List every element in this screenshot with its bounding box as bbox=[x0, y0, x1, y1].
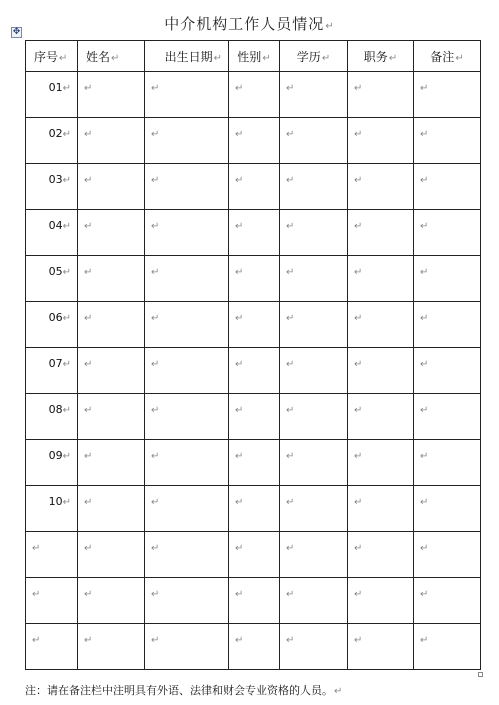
paragraph-mark-icon: ↵ bbox=[62, 497, 71, 508]
table-cell[interactable] bbox=[78, 348, 145, 394]
paragraph-mark-icon: ↵ bbox=[32, 589, 41, 600]
paragraph-mark-icon: ↵ bbox=[420, 267, 429, 278]
table-cell[interactable] bbox=[348, 440, 414, 486]
table-cell[interactable] bbox=[414, 578, 481, 624]
table-cell[interactable] bbox=[145, 210, 229, 256]
table-row bbox=[26, 394, 481, 440]
table-cell[interactable] bbox=[229, 72, 280, 118]
paragraph-mark-icon: ↵ bbox=[84, 267, 93, 278]
paragraph-mark-icon: ↵ bbox=[354, 635, 363, 646]
paragraph-mark-icon: ↵ bbox=[286, 635, 295, 646]
paragraph-mark-icon: ↵ bbox=[354, 589, 363, 600]
paragraph-mark-icon: ↵ bbox=[420, 359, 429, 370]
paragraph-mark-icon: ↵ bbox=[151, 359, 160, 370]
paragraph-mark-icon: ↵ bbox=[84, 359, 93, 370]
paragraph-mark-icon: ↵ bbox=[354, 175, 363, 186]
table-cell[interactable] bbox=[414, 164, 481, 210]
paragraph-mark-icon: ↵ bbox=[286, 405, 295, 416]
table-row bbox=[26, 578, 481, 624]
cell-seq[interactable]: 02↵ bbox=[26, 118, 78, 164]
paragraph-mark-icon: ↵ bbox=[354, 405, 363, 416]
paragraph-mark-icon: ↵ bbox=[84, 129, 93, 140]
table-cell[interactable] bbox=[229, 532, 280, 578]
table-cell[interactable] bbox=[280, 578, 348, 624]
paragraph-mark-icon: ↵ bbox=[62, 451, 71, 462]
table-cell[interactable] bbox=[229, 440, 280, 486]
paragraph-mark-icon: ↵ bbox=[235, 83, 244, 94]
table-cell[interactable] bbox=[414, 394, 481, 440]
table-cell[interactable] bbox=[145, 348, 229, 394]
paragraph-mark-icon: ↵ bbox=[151, 313, 160, 324]
paragraph-mark-icon: ↵ bbox=[286, 543, 295, 554]
table-cell[interactable] bbox=[280, 118, 348, 164]
paragraph-mark-icon: ↵ bbox=[235, 267, 244, 278]
paragraph-mark-icon: ↵ bbox=[334, 686, 343, 697]
table-resize-handle[interactable] bbox=[478, 672, 483, 677]
paragraph-mark-icon: ↵ bbox=[84, 451, 93, 462]
paragraph-mark-icon: ↵ bbox=[420, 451, 429, 462]
paragraph-mark-icon: ↵ bbox=[62, 175, 71, 186]
cell-seq[interactable] bbox=[26, 532, 78, 578]
table-cell[interactable] bbox=[145, 256, 229, 302]
header-seq: 序号↵ bbox=[26, 41, 78, 72]
table-cell[interactable] bbox=[414, 72, 481, 118]
table-cell[interactable] bbox=[145, 394, 229, 440]
header-name: 姓名↵ bbox=[78, 41, 145, 72]
paragraph-mark-icon: ↵ bbox=[325, 21, 335, 32]
paragraph-mark-icon: ↵ bbox=[151, 175, 160, 186]
table-row bbox=[26, 72, 481, 118]
paragraph-mark-icon: ↵ bbox=[151, 129, 160, 140]
paragraph-mark-icon: ↵ bbox=[420, 129, 429, 140]
table-cell[interactable] bbox=[414, 256, 481, 302]
table-cell[interactable] bbox=[229, 302, 280, 348]
table-row bbox=[26, 624, 481, 670]
table-cell[interactable] bbox=[348, 118, 414, 164]
table-row bbox=[26, 486, 481, 532]
table-cell[interactable] bbox=[145, 624, 229, 670]
table-cell[interactable] bbox=[145, 578, 229, 624]
table-row bbox=[26, 440, 481, 486]
table-cell[interactable] bbox=[229, 164, 280, 210]
table-cell[interactable] bbox=[414, 348, 481, 394]
paragraph-mark-icon: ↵ bbox=[420, 313, 429, 324]
table-cell[interactable] bbox=[145, 164, 229, 210]
header-remark: 备注↵ bbox=[414, 41, 481, 72]
paragraph-mark-icon: ↵ bbox=[235, 543, 244, 554]
staff-table bbox=[25, 40, 481, 670]
paragraph-mark-icon: ↵ bbox=[235, 313, 244, 324]
table-cell[interactable] bbox=[280, 210, 348, 256]
paragraph-mark-icon: ↵ bbox=[354, 359, 363, 370]
table-cell[interactable] bbox=[348, 394, 414, 440]
table-cell[interactable] bbox=[78, 302, 145, 348]
table-cell[interactable] bbox=[145, 302, 229, 348]
paragraph-mark-icon: ↵ bbox=[235, 451, 244, 462]
paragraph-mark-icon: ↵ bbox=[354, 83, 363, 94]
paragraph-mark-icon: ↵ bbox=[84, 497, 93, 508]
paragraph-mark-icon: ↵ bbox=[286, 129, 295, 140]
table-cell[interactable] bbox=[348, 348, 414, 394]
paragraph-mark-icon: ↵ bbox=[84, 221, 93, 232]
paragraph-mark-icon: ↵ bbox=[286, 175, 295, 186]
header-position: 职务↵ bbox=[348, 41, 414, 72]
paragraph-mark-icon: ↵ bbox=[286, 497, 295, 508]
table-cell[interactable] bbox=[145, 72, 229, 118]
paragraph-mark-icon: ↵ bbox=[354, 451, 363, 462]
table-cell[interactable] bbox=[348, 302, 414, 348]
cell-seq[interactable] bbox=[26, 624, 78, 670]
table-header-row bbox=[26, 41, 481, 72]
table-cell[interactable] bbox=[229, 486, 280, 532]
paragraph-mark-icon: ↵ bbox=[84, 175, 93, 186]
table-cell[interactable] bbox=[348, 532, 414, 578]
paragraph-mark-icon: ↵ bbox=[354, 543, 363, 554]
table-cell[interactable] bbox=[78, 256, 145, 302]
paragraph-mark-icon: ↵ bbox=[62, 359, 71, 370]
document-title bbox=[0, 13, 499, 34]
paragraph-mark-icon: ↵ bbox=[235, 129, 244, 140]
table-cell[interactable] bbox=[145, 118, 229, 164]
header-gender: 性别↵ bbox=[229, 41, 280, 72]
paragraph-mark-icon: ↵ bbox=[151, 635, 160, 646]
table-cell[interactable] bbox=[348, 486, 414, 532]
table-cell[interactable] bbox=[348, 256, 414, 302]
cell-seq[interactable]: 06↵ bbox=[26, 302, 78, 348]
table-cell[interactable] bbox=[280, 486, 348, 532]
paragraph-mark-icon: ↵ bbox=[62, 221, 71, 232]
paragraph-mark-icon: ↵ bbox=[84, 83, 93, 94]
table-cell[interactable] bbox=[414, 624, 481, 670]
table-cell[interactable] bbox=[348, 210, 414, 256]
paragraph-mark-icon: ↵ bbox=[84, 405, 93, 416]
paragraph-mark-icon: ↵ bbox=[151, 543, 160, 554]
paragraph-mark-icon: ↵ bbox=[235, 497, 244, 508]
table-cell[interactable] bbox=[280, 302, 348, 348]
table-cell[interactable] bbox=[229, 256, 280, 302]
table-cell[interactable] bbox=[348, 72, 414, 118]
paragraph-mark-icon: ↵ bbox=[62, 129, 71, 140]
table-body bbox=[26, 72, 481, 670]
paragraph-mark-icon: ↵ bbox=[420, 497, 429, 508]
paragraph-mark-icon: ↵ bbox=[420, 175, 429, 186]
paragraph-mark-icon: ↵ bbox=[32, 635, 41, 646]
paragraph-mark-icon: ↵ bbox=[286, 83, 295, 94]
paragraph-mark-icon: ↵ bbox=[235, 405, 244, 416]
paragraph-mark-icon: ↵ bbox=[420, 405, 429, 416]
table-cell[interactable] bbox=[145, 532, 229, 578]
paragraph-mark-icon: ↵ bbox=[151, 451, 160, 462]
cell-seq[interactable]: 05↵ bbox=[26, 256, 78, 302]
paragraph-mark-icon: ↵ bbox=[420, 635, 429, 646]
table-cell[interactable] bbox=[229, 118, 280, 164]
cell-seq[interactable]: 07↵ bbox=[26, 348, 78, 394]
paragraph-mark-icon: ↵ bbox=[354, 267, 363, 278]
table-cell[interactable] bbox=[78, 394, 145, 440]
table-cell[interactable] bbox=[348, 624, 414, 670]
footnote: 注：请在备注栏中注明具有外语、法律和财会专业资格的人员。↵ bbox=[25, 684, 343, 697]
table-cell[interactable] bbox=[414, 210, 481, 256]
table-cell[interactable] bbox=[414, 532, 481, 578]
paragraph-mark-icon: ↵ bbox=[420, 83, 429, 94]
table-cell[interactable] bbox=[348, 164, 414, 210]
table-row bbox=[26, 210, 481, 256]
paragraph-mark-icon: ↵ bbox=[151, 267, 160, 278]
table-cell[interactable] bbox=[229, 578, 280, 624]
table-cell[interactable] bbox=[145, 486, 229, 532]
table-cell[interactable] bbox=[280, 532, 348, 578]
table-row bbox=[26, 164, 481, 210]
paragraph-mark-icon: ↵ bbox=[286, 451, 295, 462]
paragraph-mark-icon: ↵ bbox=[151, 221, 160, 232]
header-birth: 出生日期↵ bbox=[145, 41, 229, 72]
paragraph-mark-icon: ↵ bbox=[151, 589, 160, 600]
paragraph-mark-icon: ↵ bbox=[354, 129, 363, 140]
table-cell[interactable] bbox=[78, 440, 145, 486]
table-cell[interactable] bbox=[78, 210, 145, 256]
paragraph-mark-icon: ↵ bbox=[354, 497, 363, 508]
cell-seq[interactable]: 01↵ bbox=[26, 72, 78, 118]
paragraph-mark-icon: ↵ bbox=[420, 221, 429, 232]
table-cell[interactable] bbox=[280, 256, 348, 302]
table-cell[interactable] bbox=[78, 72, 145, 118]
table-row bbox=[26, 348, 481, 394]
table-cell[interactable] bbox=[78, 532, 145, 578]
table-row bbox=[26, 118, 481, 164]
paragraph-mark-icon: ↵ bbox=[151, 405, 160, 416]
paragraph-mark-icon: ↵ bbox=[286, 313, 295, 324]
paragraph-mark-icon: ↵ bbox=[286, 589, 295, 600]
table-cell[interactable] bbox=[280, 394, 348, 440]
paragraph-mark-icon: ↵ bbox=[235, 635, 244, 646]
table-cell[interactable] bbox=[414, 118, 481, 164]
paragraph-mark-icon: ↵ bbox=[354, 313, 363, 324]
paragraph-mark-icon: ↵ bbox=[286, 359, 295, 370]
paragraph-mark-icon: ↵ bbox=[286, 267, 295, 278]
table-cell[interactable] bbox=[414, 302, 481, 348]
cell-seq[interactable]: 10↵ bbox=[26, 486, 78, 532]
paragraph-mark-icon: ↵ bbox=[62, 313, 71, 324]
paragraph-mark-icon: ↵ bbox=[235, 589, 244, 600]
table-cell[interactable] bbox=[78, 486, 145, 532]
paragraph-mark-icon: ↵ bbox=[235, 221, 244, 232]
paragraph-mark-icon: ↵ bbox=[286, 221, 295, 232]
table-cell[interactable] bbox=[229, 394, 280, 440]
table-cell[interactable] bbox=[229, 624, 280, 670]
table-cell[interactable] bbox=[78, 624, 145, 670]
table-cell[interactable] bbox=[414, 486, 481, 532]
table-cell[interactable] bbox=[280, 72, 348, 118]
table-row bbox=[26, 256, 481, 302]
paragraph-mark-icon: ↵ bbox=[151, 83, 160, 94]
table-row bbox=[26, 302, 481, 348]
paragraph-mark-icon: ↵ bbox=[84, 589, 93, 600]
cell-seq[interactable]: 08↵ bbox=[26, 394, 78, 440]
paragraph-mark-icon: ↵ bbox=[84, 543, 93, 554]
table-cell[interactable] bbox=[229, 210, 280, 256]
cell-seq[interactable]: 09↵ bbox=[26, 440, 78, 486]
table-cell[interactable] bbox=[78, 578, 145, 624]
table-move-handle-icon[interactable]: ✥ bbox=[12, 27, 21, 37]
cell-seq[interactable] bbox=[26, 578, 78, 624]
paragraph-mark-icon: ↵ bbox=[354, 221, 363, 232]
paragraph-mark-icon: ↵ bbox=[84, 635, 93, 646]
table-cell[interactable] bbox=[280, 440, 348, 486]
cell-seq[interactable]: 04↵ bbox=[26, 210, 78, 256]
paragraph-mark-icon: ↵ bbox=[62, 267, 71, 278]
table-cell[interactable] bbox=[145, 440, 229, 486]
paragraph-mark-icon: ↵ bbox=[62, 405, 71, 416]
paragraph-mark-icon: ↵ bbox=[151, 497, 160, 508]
table-cell[interactable] bbox=[280, 624, 348, 670]
cell-seq[interactable]: 03↵ bbox=[26, 164, 78, 210]
header-education: 学历↵ bbox=[280, 41, 348, 72]
table-cell[interactable] bbox=[78, 118, 145, 164]
table-cell[interactable] bbox=[414, 440, 481, 486]
table-cell[interactable] bbox=[348, 578, 414, 624]
paragraph-mark-icon: ↵ bbox=[62, 83, 71, 94]
paragraph-mark-icon: ↵ bbox=[32, 543, 41, 554]
table-row bbox=[26, 532, 481, 578]
paragraph-mark-icon: ↵ bbox=[84, 313, 93, 324]
table-cell[interactable] bbox=[280, 348, 348, 394]
paragraph-mark-icon: ↵ bbox=[235, 175, 244, 186]
table-cell[interactable] bbox=[78, 164, 145, 210]
table-cell[interactable] bbox=[280, 164, 348, 210]
paragraph-mark-icon: ↵ bbox=[420, 589, 429, 600]
title-text: 中介机构工作人员情况 bbox=[164, 15, 325, 33]
paragraph-mark-icon: ↵ bbox=[420, 543, 429, 554]
paragraph-mark-icon: ↵ bbox=[235, 359, 244, 370]
table-cell[interactable] bbox=[229, 348, 280, 394]
